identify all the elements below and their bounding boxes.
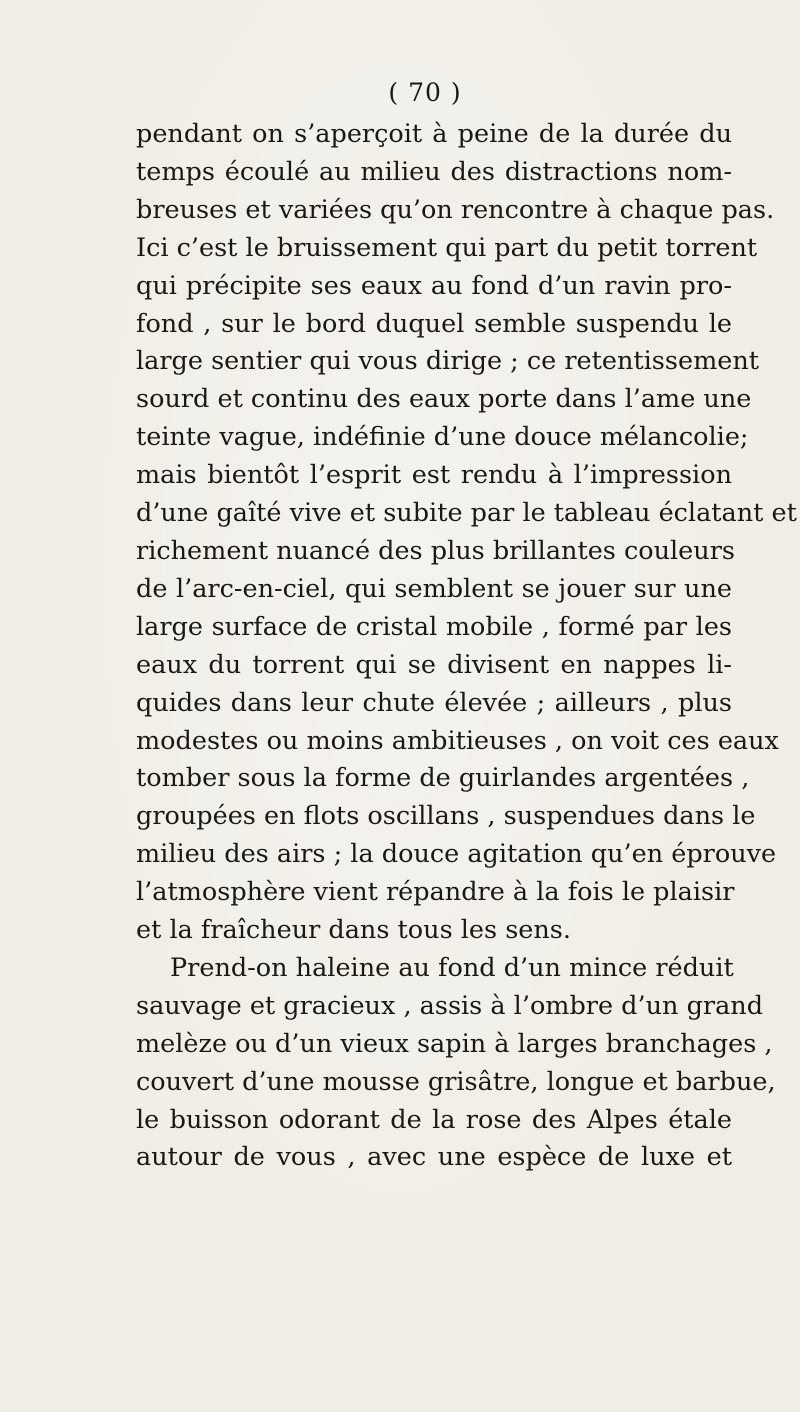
text-line: pendant on s’aperçoit à peine de la durée du [136, 119, 732, 149]
text-line: Ici c’est le bruissement qui part du petit torrent [136, 232, 758, 263]
text-line: large sentier qui vous dirige ; ce retentissement [136, 346, 760, 377]
text-line: et la fraîcheur dans tous les sens. [136, 915, 571, 946]
text-line: breuses et variées qu’on rencontre à chaque pas. [136, 194, 775, 225]
text-line: sourd et continu des eaux porte dans l’ame une [136, 384, 752, 415]
text-line: sauvage et gracieux , assis à l’ombre d’un grand [136, 990, 764, 1021]
paragraph-start-line: Prend-on haleine au fond d’un mince réduit [170, 952, 734, 983]
text-line: eaux du torrent qui se divisent en nappes li- [136, 649, 732, 680]
text-line: de l’arc-en-ciel, qui semblent se jouer sur une [136, 573, 732, 604]
text-line: qui précipite ses eaux au fond d’un ravin pro- [136, 270, 732, 301]
page-number: ( 70 ) [388, 78, 462, 107]
text-line: modestes ou moins ambitieuses , on voit ces eaux [136, 725, 779, 756]
text-line: le buisson odorant de la rose des Alpes étale [136, 1104, 732, 1135]
text-line: milieu des airs ; la douce agitation qu’en éprouve [136, 839, 777, 870]
text-line: l’atmosphère vient répandre à la fois le plaisir [136, 877, 735, 908]
text-line: couvert d’une mousse grisâtre, longue et barbue, [136, 1066, 776, 1097]
text-line: autour de vous , avec une espèce de luxe et [136, 1142, 732, 1173]
text-line: tomber sous la forme de guirlandes argentées , [136, 763, 750, 794]
text-line: large surface de cristal mobile , formé par les [136, 611, 732, 642]
text-line: mais bientôt l’esprit est rendu à l’impression [136, 460, 732, 491]
text-line: temps écoulé au milieu des distractions nom- [136, 156, 732, 187]
text-line: d’une gaîté vive et subite par le tableau éclatant et [136, 498, 797, 529]
body-text [136, 116, 797, 1177]
text-line: quides dans leur chute élevée ; ailleurs , plus [136, 687, 732, 718]
text-line: teinte vague, indéfinie d’une douce mélancolie; [136, 422, 749, 453]
text-line: fond , sur le bord duquel semble suspendu le [136, 308, 732, 339]
text-line: melèze ou d’un vieux sapin à larges branchages , [136, 1028, 773, 1059]
text-line: richement nuancé des plus brillantes couleurs [136, 535, 735, 566]
text-line: groupées en flots oscillans , suspendues dans le [136, 801, 756, 832]
